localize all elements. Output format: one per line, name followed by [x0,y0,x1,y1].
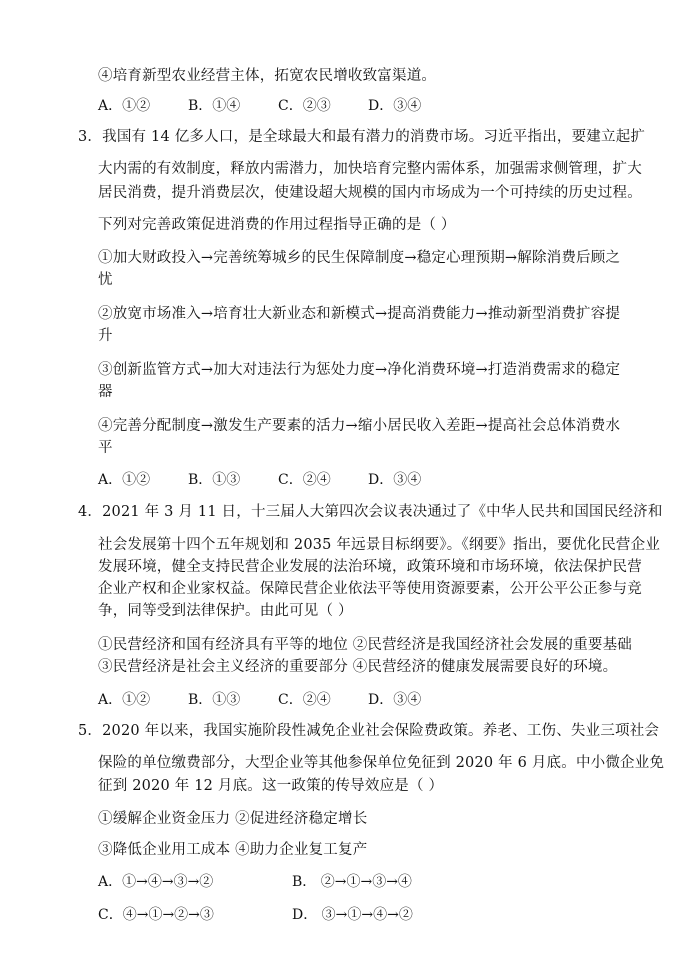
q5-option-b[interactable]: B． ②→①→③→④ [292,874,412,890]
q3-stem-line-2: 大内需的有效制度，释放内需潜力，加快培育完整内需体系，加强需求侧管理，扩大 [98,161,642,177]
q5-stem-line-2: 保险的单位缴费部分，大型企业等其他参保单位免征到 2020 年 6 月底。中小微企业免 [98,755,665,771]
q3-item-3-cont: 器 [98,384,113,400]
q5-items-line-2: ③降低企业用工成本 ④助力企业复工复产 [98,842,368,858]
q3-question: 下列对完善政策促进消费的作用过程指导正确的是（ ） [98,217,456,233]
q4-items-line-2: ③民营经济是社会主义经济的重要部分 ④民营经济的健康发展需要良好的环境。 [98,659,618,675]
q4-stem-line-2: 社会发展第十四个五年规划和 2035 年远景目标纲要》。《纲要》指出，要优化民营企业 [98,537,661,553]
q3-options [98,470,598,490]
q3-option-b[interactable]: B．①③ [188,472,241,488]
q4-options [98,690,598,710]
q2-option-a[interactable]: A．①② [98,98,151,114]
q5-option-d[interactable]: D． ③→①→④→② [292,907,413,923]
q3-option-a[interactable]: A．①② [98,472,151,488]
q5-stem-line-1: 5．2020 年以来，我国实施阶段性减免企业社会保险费政策。养老、工伤、失业三项社会 [78,723,660,739]
q5-options-row-1 [98,872,598,892]
q4-option-a[interactable]: A．①② [98,692,151,708]
q5-options-row-2 [98,905,598,925]
q5-stem-line-3: 征到 2020 年 12 月底。这一政策的传导效应是（ ） [98,778,444,794]
q3-item-4-cont: 平 [98,440,113,456]
q4-items-line-1: ①民营经济和国有经济具有平等的地位 ②民营经济是我国经济社会发展的重要基础 [98,637,633,653]
q4-option-c[interactable]: C．②④ [278,692,331,708]
q3-item-1: ①加大财政投入→完善统筹城乡的民生保障制度→稳定心理预期→解除消费后顾之 [98,250,621,266]
q2-option-b[interactable]: B．①④ [188,98,241,114]
q4-stem-line-5: 争，同等受到法律保护。由此可见（ ） [98,603,353,619]
q4-option-d[interactable]: D．③④ [368,692,422,708]
q3-item-2-cont: 升 [98,328,113,344]
q5-option-c[interactable]: C．④→①→②→③ [98,907,214,923]
q5-items-line-1: ①缓解企业资金压力 ②促进经济稳定增长 [98,811,368,827]
q5-option-a[interactable]: A．①→④→③→② [98,874,214,890]
q4-option-b[interactable]: B．①③ [188,692,241,708]
q3-stem-line-1: 3．我国有 14 亿多人口，是全球最大和最有潜力的消费市场。习近平指出，要建立起扩 [78,129,646,145]
q2-option-c[interactable]: C．②③ [278,98,331,114]
q3-item-1-cont: 忧 [98,272,113,288]
q3-item-2: ②放宽市场准入→培育壮大新业态和新模式→提高消费能力→推动新型消费扩容提 [98,306,621,322]
q3-option-d[interactable]: D．③④ [368,472,422,488]
q3-item-4: ④完善分配制度→激发生产要素的活力→缩小居民收入差距→提高社会总体消费水 [98,418,621,434]
q2-option-d[interactable]: D．③④ [368,98,422,114]
q2-item-4: ④培育新型农业经营主体，拓宽农民增收致富渠道。 [98,68,437,84]
q4-stem-line-1: 4．2021 年 3 月 11 日，十三届人大第四次会议表决通过了《中华人民共和国国民经济和 [78,504,663,520]
q3-item-3: ③创新监管方式→加大对违法行为惩处力度→净化消费环境→打造消费需求的稳定 [98,362,621,378]
q4-stem-line-4: 企业产权和企业家权益。保障民营企业依法平等使用资源要素，公开公平公正参与竞 [98,581,642,597]
q3-stem-line-3: 居民消费，提升消费层次，使建设超大规模的国内市场成为一个可持续的历史过程。 [98,185,642,201]
q4-stem-line-3: 发展环境，健全支持民营企业发展的法治环境，政策环境和市场环境，依法保护民营 [98,559,642,575]
q3-option-c[interactable]: C．②④ [278,472,331,488]
q2-options [98,96,598,116]
